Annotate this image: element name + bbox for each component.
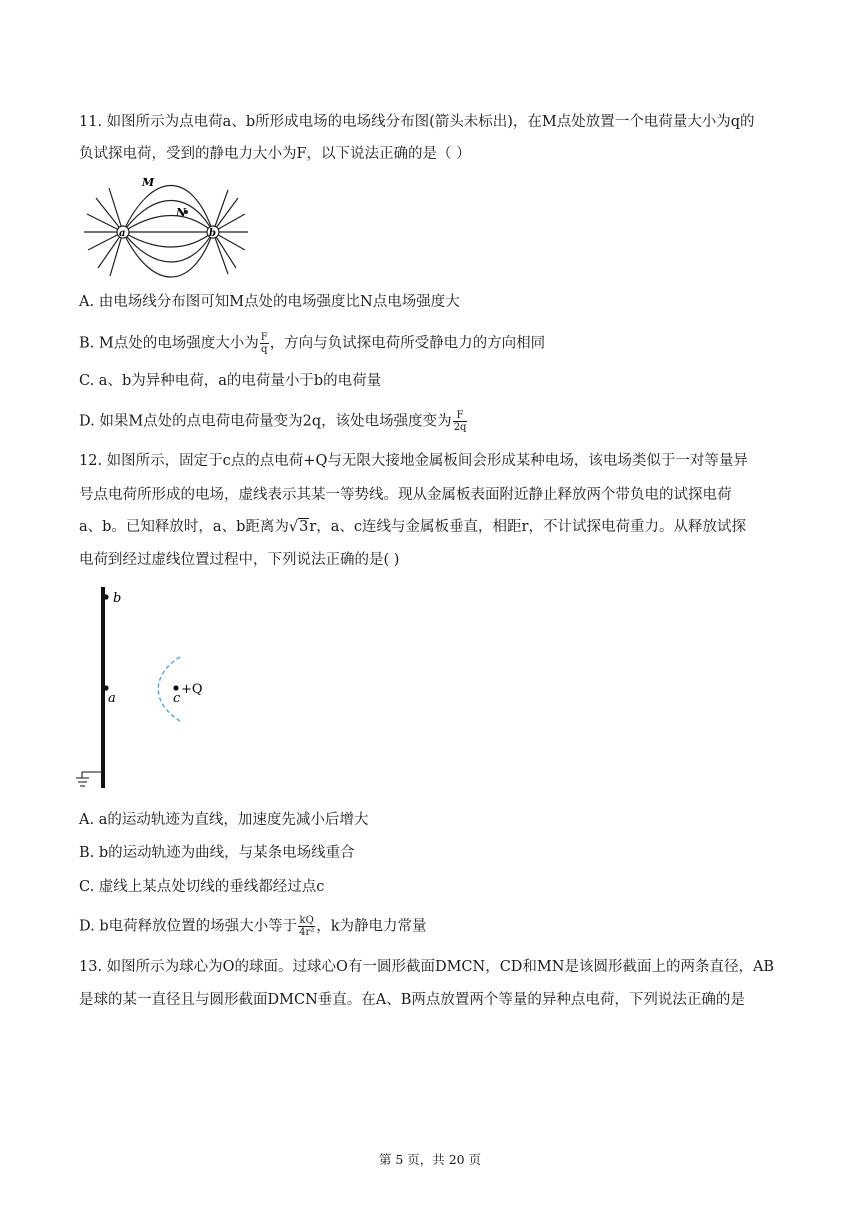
field-line [123,232,213,247]
q11-option-a: A. 由电场线分布图可知M点处的电场强度比N点电场强度大 [79,294,460,310]
q12-option-c: C. 虚线上某点处切线的垂线都经过点c [79,879,325,895]
q11-option-d: D. 如果M点处的点电荷电荷量变为2q，该处电场强度变为 $\frac{F}{2q}$ [79,410,467,433]
field-line [123,201,213,233]
charge-b [103,594,108,599]
q11-stem-line1: 11. 如图所示为点电荷a、b所形成电场的电场线分布图(箭头未标出)，在M点处放置一个电荷量大小为q的 [79,114,755,130]
q13-stem-line2: 是球的某一直径且与圆形截面DMCN垂直。在A、B两点放置两个等量的异种点电荷，下列说法正确的是 [79,992,745,1008]
label-plus-q: +Q [181,682,203,697]
q11-option-c: C. a、b为异种电荷，a的电荷量小于b的电荷量 [79,373,382,389]
label-a: a [119,228,126,239]
charge-a [103,685,108,690]
q13-stem-line1: 13. 如图所示为球心为O的球面。过球心O有一圆形截面DMCN，CD和MN是该圆形截面上的两条直径，AB [79,959,775,975]
q12-option-d: D. b电荷释放位置的场强大小等于 $\frac{kQ}{\text{4r²}}$ ，k为静电力常量 [79,915,427,938]
q11-field-line-figure [82,174,282,278]
label-a: a [108,691,116,706]
q12-option-a: A. a的运动轨迹为直线，加速度先减小后增大 [79,812,369,828]
label-c: c [173,691,181,706]
q11-option-b: B. M点处的电场强度大小为 $\frac{F}{q}$ ，方向与负试探电荷所受静电力的方向相同 [79,332,546,355]
point-c [173,685,178,690]
label-b: b [113,591,122,606]
field-line [123,216,213,233]
q12-metal-plate-figure [76,585,226,795]
q12-option-b: B. b的运动轨迹为曲线，与某条电场线重合 [79,845,355,861]
q12-stem-line2: 号点电荷所形成的电场，虚线表示其某一等势线。现从金属板表面附近静止释放两个带负电的试探电荷 [79,487,732,503]
q12-stem-line1: 12. 如图所示，固定于c点的点电荷+Q与无限大接地金属板间会形成某种电场，该电场类似于一对等量异 [79,453,748,469]
field-line [123,186,213,233]
q12-stem-line4: 电荷到经过虚线位置过程中，下列说法正确的是( ) [79,552,400,568]
label-b: b [209,228,216,239]
label-N: N [176,206,187,219]
label-M: M [142,176,155,189]
page-footer: 第 5 页，共 20 页 [378,1152,482,1167]
q11-stem-line2: 负试探电荷，受到的静电力大小为F，以下说法正确的是（ ） [79,146,471,162]
q12-stem-line3: a、b。已知释放时，a、b距离为√3r，a、c连线与金属板垂直，相距r，不计试探电荷重力。从释放试探 [79,519,746,535]
